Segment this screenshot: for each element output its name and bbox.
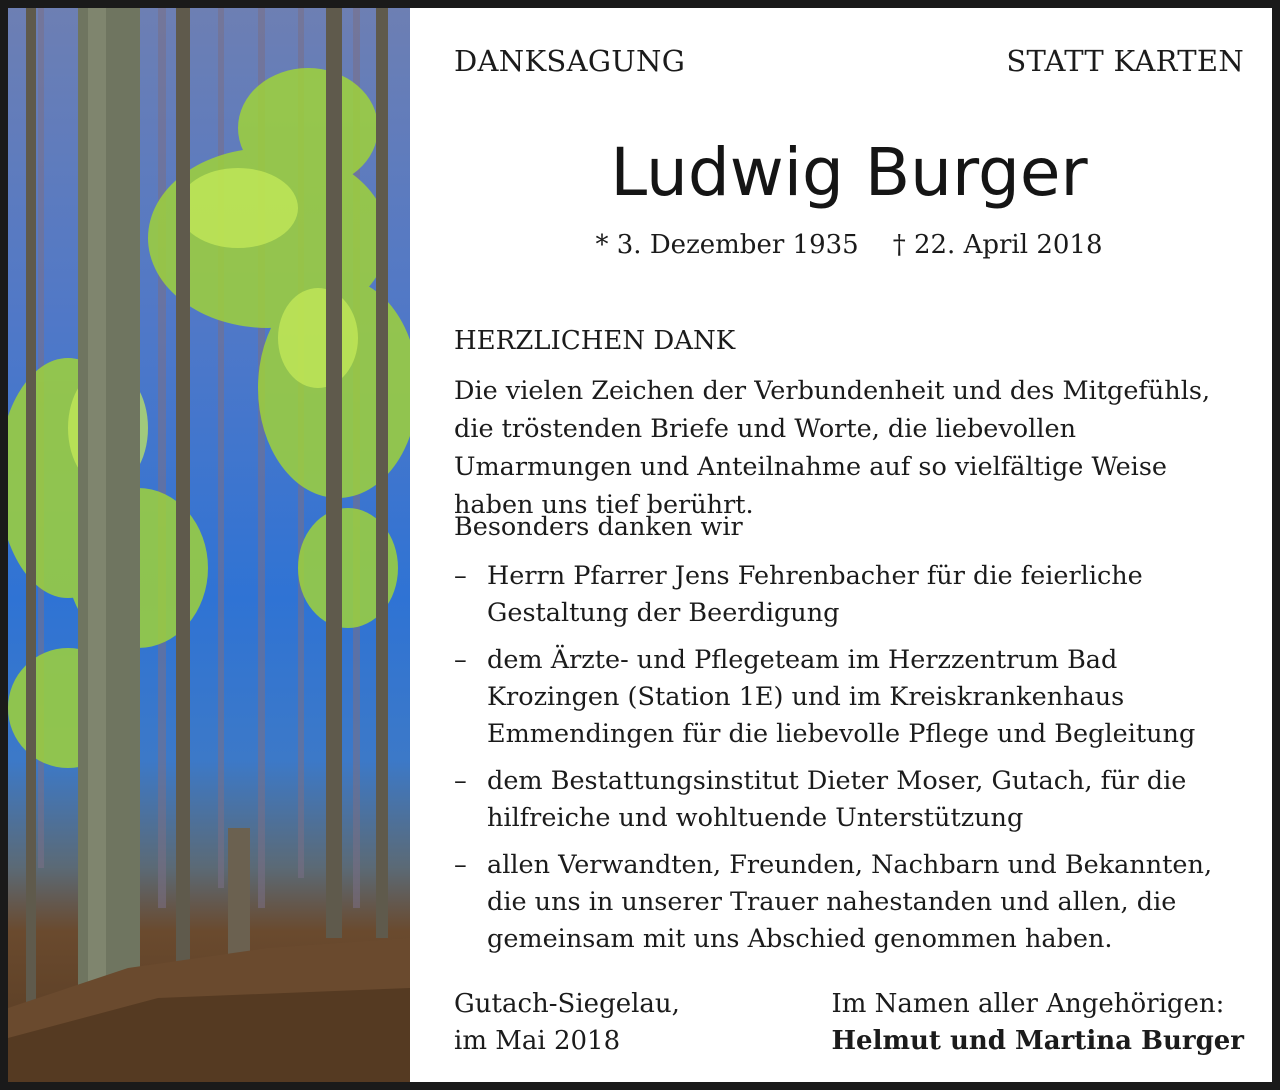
dash-marker: – (454, 645, 467, 675)
forest-illustration (8, 8, 410, 1082)
thanks-lead: Besonders danken wir (454, 512, 743, 542)
list-item-text: dem Bestattungsinstitut Dieter Moser, Gutach, für die hilfreiche und wohltuende Unterstützung (487, 766, 1187, 833)
birth-date: * 3. Dezember 1935 (595, 230, 859, 260)
list-item (454, 558, 1244, 632)
date: im Mai 2018 (454, 1026, 621, 1056)
dash-marker: – (454, 850, 467, 880)
text-column (454, 8, 1244, 1082)
death-date: † 22. April 2018 (892, 230, 1103, 260)
dash-marker: – (454, 561, 467, 591)
life-dates (454, 230, 1244, 260)
place: Gutach-Siegelau, (454, 989, 680, 1019)
dash-marker: – (454, 766, 467, 796)
signature-intro: Im Namen aller Angehörigen: (831, 989, 1225, 1019)
deceased-name: Ludwig Burger (610, 134, 1088, 211)
list-item (454, 847, 1244, 958)
list-item-text: dem Ärzte- und Pflegeteam im Herzzentrum Bad Krozingen (Station 1E) und im Kreiskrankenhaus Emmendingen für die liebevolle Pflege und Begleitung (487, 645, 1196, 749)
thanks-list (454, 558, 1244, 968)
header-statt-karten: STATT KARTEN (1006, 44, 1244, 78)
forest-photo (8, 8, 410, 1082)
signature-names: Helmut und Martina Burger (831, 1026, 1244, 1056)
list-item (454, 642, 1244, 753)
thanks-paragraph: Die vielen Zeichen der Verbundenheit und des Mitgefühls, die tröstenden Briefe und Worte, die liebevollen Umarmungen und Anteilnahme auf so vielfältige Weise haben uns tief berührt. (454, 376, 1211, 520)
section-title: HERZLICHEN DANK (454, 326, 736, 356)
list-item-text: Herrn Pfarrer Jens Fehrenbacher für die feierliche Gestaltung der Beerdigung (487, 561, 1143, 628)
signature (831, 986, 1244, 1060)
list-item-text: allen Verwandten, Freunden, Nachbarn und Bekannten, die uns in unserer Trauer nahestanden und allen, die gemeinsam mit uns Abschied genommen haben. (487, 850, 1213, 954)
place-date (454, 986, 680, 1060)
header-danksagung: DANKSAGUNG (454, 44, 686, 78)
list-item (454, 763, 1244, 837)
